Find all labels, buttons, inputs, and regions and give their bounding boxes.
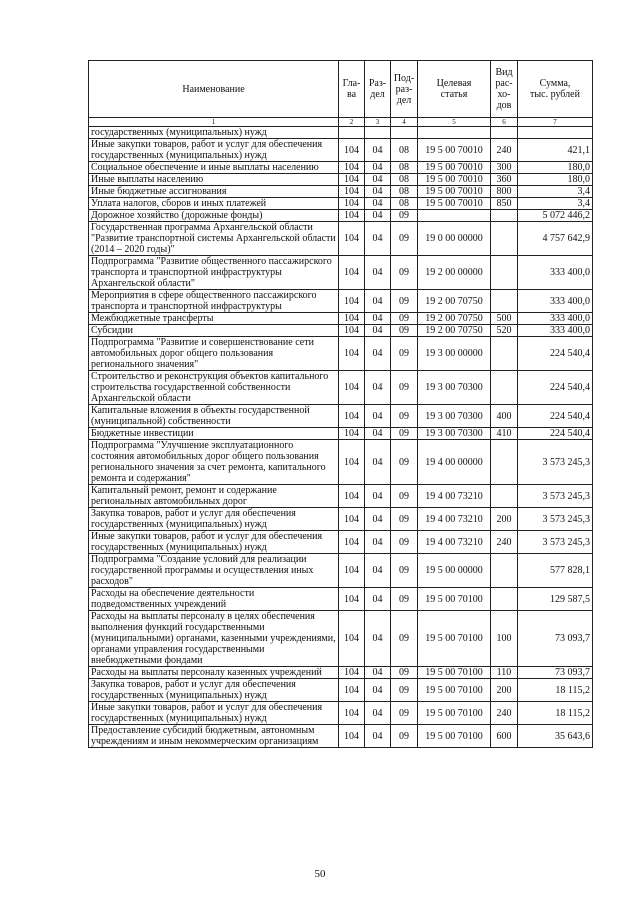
cell-name: Расходы на обеспечение деятельности подведомственных учреждений [89, 588, 339, 611]
column-number: 7 [518, 118, 593, 127]
cell-razdel: 04 [365, 162, 391, 174]
cell-vid: 240 [491, 702, 518, 725]
cell-razdel: 04 [365, 290, 391, 313]
cell-sum: 3 573 245,3 [518, 485, 593, 508]
cell-sum: 224 540,4 [518, 337, 593, 371]
table-row [89, 371, 593, 405]
cell-razdel: 04 [365, 405, 391, 428]
column-number: 1 [89, 118, 339, 127]
cell-vid: 240 [491, 139, 518, 162]
cell-target: 19 3 00 70300 [418, 428, 491, 440]
cell-sum: 73 093,7 [518, 611, 593, 667]
cell-podrazdel: 09 [391, 371, 418, 405]
header-sum: Сумма, тыс. рублей [518, 61, 593, 118]
cell-podrazdel: 09 [391, 679, 418, 702]
cell-sum: 224 540,4 [518, 371, 593, 405]
cell-podrazdel: 09 [391, 667, 418, 679]
cell-target [418, 127, 491, 139]
cell-glava: 104 [339, 290, 365, 313]
cell-razdel: 04 [365, 554, 391, 588]
cell-sum: 333 400,0 [518, 325, 593, 337]
cell-razdel: 04 [365, 337, 391, 371]
cell-podrazdel: 08 [391, 186, 418, 198]
cell-target: 19 5 00 00000 [418, 554, 491, 588]
column-number: 6 [491, 118, 518, 127]
cell-vid [491, 210, 518, 222]
cell-razdel: 04 [365, 702, 391, 725]
cell-vid: 410 [491, 428, 518, 440]
column-number: 5 [418, 118, 491, 127]
cell-podrazdel: 08 [391, 198, 418, 210]
cell-sum: 333 400,0 [518, 313, 593, 325]
header-podrazdel: Под- раз- дел [391, 61, 418, 118]
column-number-row [89, 118, 593, 127]
cell-vid: 800 [491, 186, 518, 198]
table-row [89, 554, 593, 588]
cell-sum: 180,0 [518, 174, 593, 186]
cell-glava: 104 [339, 531, 365, 554]
cell-target: 19 0 00 00000 [418, 222, 491, 256]
cell-podrazdel: 09 [391, 725, 418, 748]
table-row [89, 485, 593, 508]
cell-podrazdel: 09 [391, 611, 418, 667]
cell-podrazdel: 09 [391, 337, 418, 371]
cell-glava: 104 [339, 440, 365, 485]
cell-name: Закупка товаров, работ и услуг для обеспечения государственных (муниципальных) нужд [89, 508, 339, 531]
cell-vid: 240 [491, 531, 518, 554]
cell-vid: 110 [491, 667, 518, 679]
cell-razdel: 04 [365, 531, 391, 554]
cell-target: 19 2 00 00000 [418, 256, 491, 290]
cell-podrazdel: 08 [391, 162, 418, 174]
cell-name: Подпрограмма "Создание условий для реализации государственной программы и осуществления иных расходов" [89, 554, 339, 588]
cell-podrazdel: 09 [391, 222, 418, 256]
table-row [89, 139, 593, 162]
cell-name: Иные закупки товаров, работ и услуг для обеспечения государственных (муниципальных) нужд [89, 531, 339, 554]
cell-name: Строительство и реконструкция объектов капитального строительства государственной собственности Архангельской области [89, 371, 339, 405]
cell-sum: 333 400,0 [518, 290, 593, 313]
cell-vid: 300 [491, 162, 518, 174]
table-header [89, 61, 593, 127]
cell-razdel: 04 [365, 440, 391, 485]
cell-sum: 18 115,2 [518, 702, 593, 725]
cell-glava: 104 [339, 485, 365, 508]
header-row [89, 61, 593, 118]
cell-target: 19 5 00 70010 [418, 186, 491, 198]
cell-name: Дорожное хозяйство (дорожные фонды) [89, 210, 339, 222]
cell-name: Предоставление субсидий бюджетным, автономным учреждениям и иным некоммерческим организациям [89, 725, 339, 748]
cell-glava: 104 [339, 725, 365, 748]
cell-glava: 104 [339, 611, 365, 667]
cell-razdel: 04 [365, 139, 391, 162]
cell-target: 19 3 00 70300 [418, 371, 491, 405]
cell-name: Иные выплаты населению [89, 174, 339, 186]
cell-razdel: 04 [365, 428, 391, 440]
cell-podrazdel: 08 [391, 174, 418, 186]
cell-sum: 3,4 [518, 198, 593, 210]
cell-glava: 104 [339, 313, 365, 325]
cell-podrazdel: 09 [391, 554, 418, 588]
cell-glava: 104 [339, 256, 365, 290]
table-row [89, 127, 593, 139]
cell-target: 19 4 00 00000 [418, 440, 491, 485]
cell-sum: 3 573 245,3 [518, 440, 593, 485]
column-number: 4 [391, 118, 418, 127]
cell-vid: 200 [491, 679, 518, 702]
cell-podrazdel: 09 [391, 440, 418, 485]
cell-name: Расходы на выплаты персоналу в целях обеспечения выполнения функций государственными (муниципальными) органами, казенными учреждениями, органами управления государственными внебюджетными фондами [89, 611, 339, 667]
cell-target: 19 3 00 00000 [418, 337, 491, 371]
cell-vid: 400 [491, 405, 518, 428]
table-row [89, 290, 593, 313]
table-row [89, 186, 593, 198]
header-glava: Гла- ва [339, 61, 365, 118]
cell-podrazdel: 08 [391, 139, 418, 162]
table-row [89, 440, 593, 485]
cell-glava: 104 [339, 428, 365, 440]
cell-razdel: 04 [365, 679, 391, 702]
table-row [89, 222, 593, 256]
cell-name: Социальное обеспечение и иные выплаты населению [89, 162, 339, 174]
cell-glava: 104 [339, 508, 365, 531]
cell-razdel: 04 [365, 186, 391, 198]
cell-razdel: 04 [365, 611, 391, 667]
cell-podrazdel: 09 [391, 588, 418, 611]
table-row [89, 256, 593, 290]
cell-name: Межбюджетные трансферты [89, 313, 339, 325]
budget-table [88, 60, 593, 748]
cell-glava: 104 [339, 139, 365, 162]
cell-target: 19 5 00 70010 [418, 139, 491, 162]
cell-target: 19 4 00 73210 [418, 508, 491, 531]
cell-target: 19 5 00 70010 [418, 174, 491, 186]
cell-razdel: 04 [365, 325, 391, 337]
table-row [89, 313, 593, 325]
cell-podrazdel: 09 [391, 210, 418, 222]
cell-name: Расходы на выплаты персоналу казенных учреждений [89, 667, 339, 679]
cell-vid: 200 [491, 508, 518, 531]
cell-sum: 3 573 245,3 [518, 508, 593, 531]
table-row [89, 428, 593, 440]
cell-vid: 360 [491, 174, 518, 186]
table-row [89, 210, 593, 222]
cell-razdel: 04 [365, 725, 391, 748]
cell-glava: 104 [339, 198, 365, 210]
table-row [89, 667, 593, 679]
cell-razdel: 04 [365, 371, 391, 405]
cell-name: Закупка товаров, работ и услуг для обеспечения государственных (муниципальных) нужд [89, 679, 339, 702]
cell-sum: 180,0 [518, 162, 593, 174]
cell-razdel [365, 127, 391, 139]
table-row [89, 405, 593, 428]
cell-name: государственных (муниципальных) нужд [89, 127, 339, 139]
table-row [89, 198, 593, 210]
cell-glava: 104 [339, 679, 365, 702]
cell-glava: 104 [339, 554, 365, 588]
cell-glava: 104 [339, 186, 365, 198]
cell-glava: 104 [339, 210, 365, 222]
cell-target: 19 5 00 70100 [418, 679, 491, 702]
header-target: Целевая статья [418, 61, 491, 118]
cell-name: Уплата налогов, сборов и иных платежей [89, 198, 339, 210]
cell-podrazdel [391, 127, 418, 139]
table-body [89, 127, 593, 748]
cell-sum: 18 115,2 [518, 679, 593, 702]
cell-vid: 520 [491, 325, 518, 337]
cell-name: Бюджетные инвестиции [89, 428, 339, 440]
cell-glava: 104 [339, 588, 365, 611]
cell-podrazdel: 09 [391, 485, 418, 508]
cell-target: 19 5 00 70100 [418, 588, 491, 611]
table-row [89, 611, 593, 667]
cell-razdel: 04 [365, 198, 391, 210]
cell-name: Капитальный ремонт, ремонт и содержание региональных автомобильных дорог [89, 485, 339, 508]
page-number: 50 [314, 868, 326, 880]
cell-podrazdel: 09 [391, 313, 418, 325]
cell-podrazdel: 09 [391, 256, 418, 290]
cell-glava: 104 [339, 702, 365, 725]
cell-sum: 421,1 [518, 139, 593, 162]
cell-name: Подпрограмма "Развитие общественного пассажирского транспорта и транспортной инфраструктуры Архангельской области" [89, 256, 339, 290]
cell-razdel: 04 [365, 256, 391, 290]
cell-razdel: 04 [365, 174, 391, 186]
table-row [89, 508, 593, 531]
cell-target: 19 5 00 70010 [418, 162, 491, 174]
cell-target: 19 4 00 73210 [418, 485, 491, 508]
cell-vid [491, 127, 518, 139]
cell-name: Субсидии [89, 325, 339, 337]
table-row [89, 588, 593, 611]
table-row [89, 174, 593, 186]
cell-sum: 224 540,4 [518, 428, 593, 440]
cell-sum: 35 643,6 [518, 725, 593, 748]
header-name: Наименование [89, 61, 339, 118]
cell-glava: 104 [339, 222, 365, 256]
cell-glava [339, 127, 365, 139]
cell-glava: 104 [339, 667, 365, 679]
cell-podrazdel: 09 [391, 290, 418, 313]
cell-glava: 104 [339, 325, 365, 337]
column-number: 3 [365, 118, 391, 127]
cell-vid: 850 [491, 198, 518, 210]
cell-name: Иные бюджетные ассигнования [89, 186, 339, 198]
cell-podrazdel: 09 [391, 325, 418, 337]
cell-target [418, 210, 491, 222]
cell-vid: 500 [491, 313, 518, 325]
table-row [89, 337, 593, 371]
cell-razdel: 04 [365, 222, 391, 256]
cell-vid [491, 588, 518, 611]
cell-podrazdel: 09 [391, 508, 418, 531]
cell-glava: 104 [339, 174, 365, 186]
table-row [89, 702, 593, 725]
table-row [89, 162, 593, 174]
cell-vid [491, 256, 518, 290]
cell-target: 19 2 00 70750 [418, 290, 491, 313]
cell-sum: 3 573 245,3 [518, 531, 593, 554]
cell-target: 19 2 00 70750 [418, 325, 491, 337]
cell-podrazdel: 09 [391, 428, 418, 440]
cell-target: 19 5 00 70100 [418, 667, 491, 679]
header-vid: Вид рас- хо- дов [491, 61, 518, 118]
cell-vid: 600 [491, 725, 518, 748]
cell-glava: 104 [339, 405, 365, 428]
cell-name: Подпрограмма "Улучшение эксплуатационного состояния автомобильных дорог общего пользования регионального значения за счет ремонта, капитального ремонта и содержания" [89, 440, 339, 485]
cell-name: Подпрограмма "Развитие и совершенствование сети автомобильных дорог общего пользования регионального значения" [89, 337, 339, 371]
table-row [89, 725, 593, 748]
cell-razdel: 04 [365, 588, 391, 611]
table-row [89, 679, 593, 702]
column-number: 2 [339, 118, 365, 127]
cell-name: Капитальные вложения в объекты государственной (муниципальной) собственности [89, 405, 339, 428]
header-razdel: Раз- дел [365, 61, 391, 118]
table-row [89, 531, 593, 554]
cell-vid [491, 290, 518, 313]
cell-target: 19 5 00 70100 [418, 702, 491, 725]
cell-razdel: 04 [365, 508, 391, 531]
cell-vid [491, 337, 518, 371]
cell-glava: 104 [339, 337, 365, 371]
cell-target: 19 4 00 73210 [418, 531, 491, 554]
cell-target: 19 3 00 70300 [418, 405, 491, 428]
cell-target: 19 2 00 70750 [418, 313, 491, 325]
cell-vid [491, 440, 518, 485]
cell-vid [491, 554, 518, 588]
cell-sum: 333 400,0 [518, 256, 593, 290]
cell-razdel: 04 [365, 210, 391, 222]
cell-vid: 100 [491, 611, 518, 667]
cell-target: 19 5 00 70010 [418, 198, 491, 210]
cell-sum: 129 587,5 [518, 588, 593, 611]
cell-sum: 4 757 642,9 [518, 222, 593, 256]
cell-name: Государственная программа Архангельской области "Развитие транспортной системы Архангельской области (2014 – 2020 годы)" [89, 222, 339, 256]
cell-sum: 577 828,1 [518, 554, 593, 588]
cell-name: Мероприятия в сфере общественного пассажирского транспорта и транспортной инфраструктуры [89, 290, 339, 313]
cell-name: Иные закупки товаров, работ и услуг для обеспечения государственных (муниципальных) нужд [89, 702, 339, 725]
cell-vid [491, 222, 518, 256]
table-row [89, 325, 593, 337]
cell-sum: 224 540,4 [518, 405, 593, 428]
cell-podrazdel: 09 [391, 405, 418, 428]
cell-glava: 104 [339, 162, 365, 174]
cell-razdel: 04 [365, 667, 391, 679]
cell-razdel: 04 [365, 485, 391, 508]
cell-glava: 104 [339, 371, 365, 405]
cell-razdel: 04 [365, 313, 391, 325]
cell-vid [491, 371, 518, 405]
cell-podrazdel: 09 [391, 531, 418, 554]
cell-podrazdel: 09 [391, 702, 418, 725]
cell-sum: 73 093,7 [518, 667, 593, 679]
cell-target: 19 5 00 70100 [418, 725, 491, 748]
cell-sum: 3,4 [518, 186, 593, 198]
cell-vid [491, 485, 518, 508]
cell-name: Иные закупки товаров, работ и услуг для обеспечения государственных (муниципальных) нужд [89, 139, 339, 162]
cell-sum [518, 127, 593, 139]
cell-sum: 5 072 446,2 [518, 210, 593, 222]
cell-target: 19 5 00 70100 [418, 611, 491, 667]
